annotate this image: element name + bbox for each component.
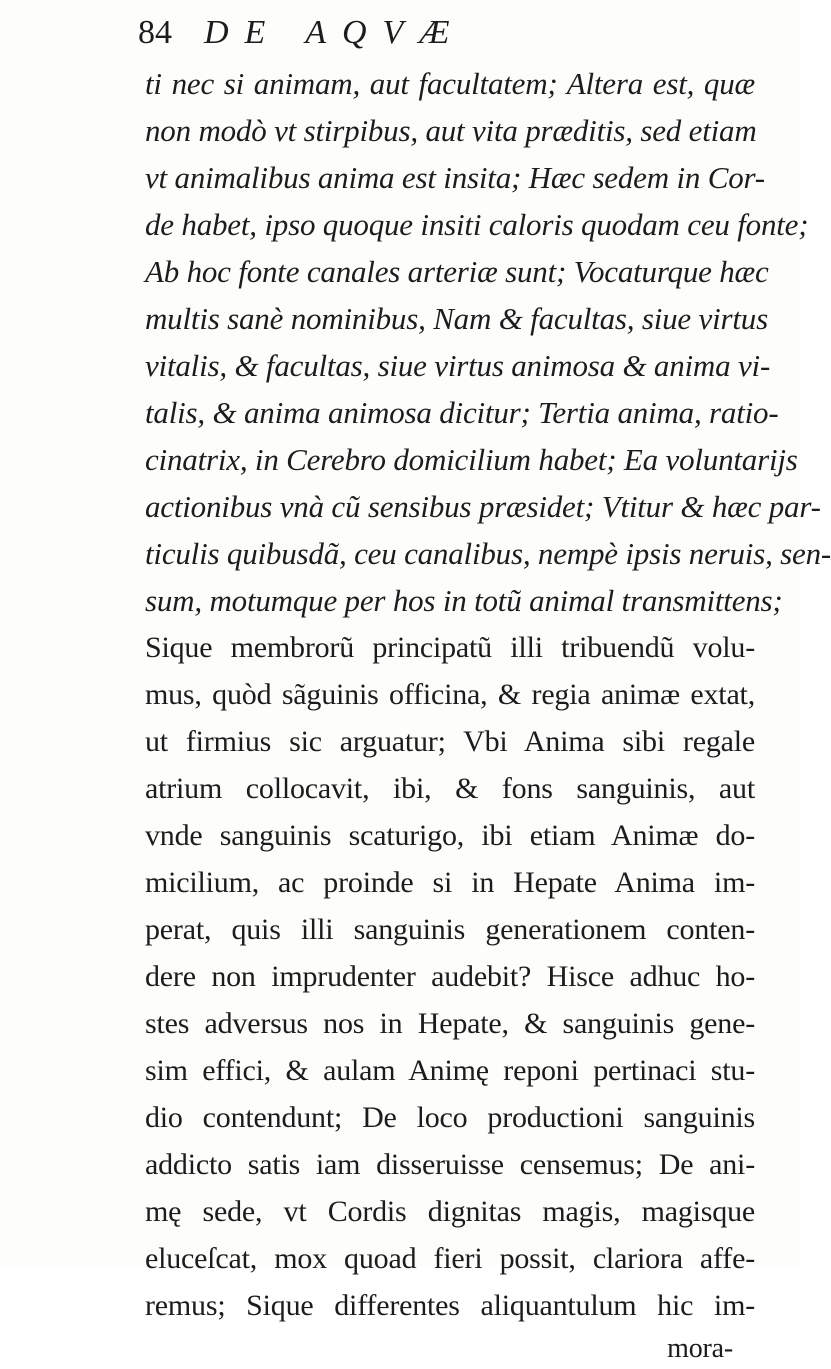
text-line: ti nec si animam, aut facultatem; Altera est, quæ xyxy=(145,66,755,101)
text-line: ut firmius sic arguatur; Vbi Anima sibi regale xyxy=(145,725,755,758)
text-line: vt animalibus anima est insita; Hæc sedem in Cor- xyxy=(145,160,765,195)
text-line: Sique membrorũ principatũ illi tribuendũ volu- xyxy=(145,631,755,664)
text-line: ticulis quibusdã, ceu canalibus, nempè ipsis neruis, sen- xyxy=(145,536,831,571)
catchword: mora- xyxy=(667,1333,733,1364)
text-line: cinatrix, in Cerebro domicilium habet; Ea voluntarijs xyxy=(145,442,798,477)
text-line: addicto satis iam disseruisse censemus; De ani- xyxy=(145,1148,755,1181)
text-line: mę sede, vt Cordis dignitas magis, magisque xyxy=(145,1195,755,1228)
text-line: atrium collocavit, ibi, & fons sanguinis, aut xyxy=(145,772,755,805)
text-line: actionibus vnà cũ sensibus præsidet; Vtitur & hæc par- xyxy=(145,489,821,524)
text-line: dio contendunt; De loco productioni sanguinis xyxy=(145,1101,755,1134)
text-line: multis sanè nominibus, Nam & facultas, siue virtus xyxy=(145,301,768,336)
text-line: vnde sanguinis scaturigo, ibi etiam Animæ do- xyxy=(145,819,755,852)
running-head xyxy=(138,10,738,56)
text-line: perat, quis illi sanguinis generationem conten- xyxy=(145,913,755,946)
text-line: eluceſcat, mox quoad fieri possit, clariora affe- xyxy=(145,1242,755,1275)
text-line: sum, motumque per hos in totũ animal transmittens; xyxy=(145,583,783,618)
text-line: mus, quòd sãguinis officina, & regia animæ extat, xyxy=(145,678,755,711)
page-number: 84 xyxy=(138,14,172,51)
text-line: sim effici, & aulam Animę reponi pertinaci stu- xyxy=(145,1054,755,1087)
text-line: talis, & anima animosa dicitur; Tertia anima, ratio- xyxy=(145,395,779,430)
body-text xyxy=(145,60,831,1369)
text-line: vitalis, & facultas, siue virtus animosa & anima vi- xyxy=(145,348,771,383)
running-title: DE AQVÆ xyxy=(204,14,466,51)
text-line: de habet, ipso quoque insiti caloris quodam ceu fonte; xyxy=(145,207,809,242)
text-line: micilium, ac proinde si in Hepate Anima im- xyxy=(145,866,755,899)
text-line: remus; Sique differentes aliquantulum hic im- xyxy=(145,1289,755,1322)
text-line: non modò vt stirpibus, aut vita præditis, sed etiam xyxy=(145,113,757,148)
text-line: stes adversus nos in Hepate, & sanguinis gene- xyxy=(145,1007,755,1040)
text-line: Ab hoc fonte canales arteriæ sunt; Vocaturque hæc xyxy=(145,254,769,289)
text-line: dere non imprudenter audebit? Hisce adhuc ho- xyxy=(145,960,755,993)
